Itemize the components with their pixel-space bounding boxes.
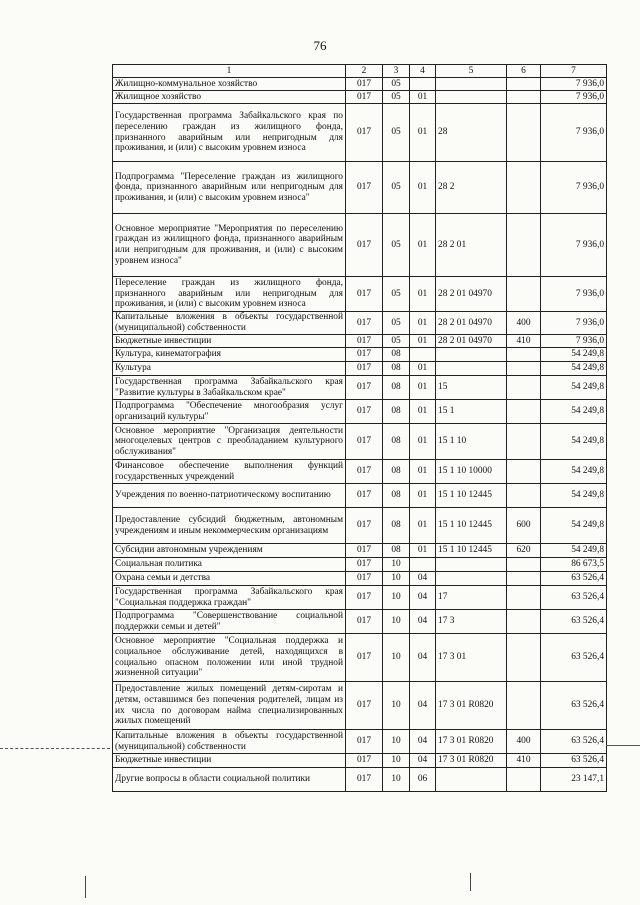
cell-amount: 7 936,0: [541, 91, 607, 104]
cell-expense-type: [507, 162, 541, 214]
cell-name: Жилищно-коммунальное хозяйство: [113, 78, 346, 91]
table-row: [113, 277, 607, 312]
cell-target-article: 17: [436, 586, 507, 610]
cell-target-article: 28 2: [436, 162, 507, 214]
cell-admin-code: 017: [346, 544, 383, 558]
cell-subsection: 04: [410, 730, 436, 754]
cell-admin-code: 017: [346, 312, 383, 335]
cell-amount: 7 936,0: [541, 312, 607, 335]
cell-name: Культура: [113, 362, 346, 376]
table-row: [113, 768, 607, 792]
cell-expense-type: [507, 214, 541, 277]
cell-expense-type: [507, 484, 541, 508]
cell-name: Бюджетные инвестиции: [113, 335, 346, 348]
cell-amount: 7 936,0: [541, 335, 607, 348]
table-row: [113, 572, 607, 586]
header-cell: 5: [436, 65, 507, 78]
cell-admin-code: 017: [346, 214, 383, 277]
cell-subsection: [410, 78, 436, 91]
cell-expense-type: [507, 682, 541, 730]
cell-target-article: 28 2 01 04970: [436, 335, 507, 348]
cell-amount: 7 936,0: [541, 214, 607, 277]
table-row: [113, 508, 607, 544]
table-row: [113, 162, 607, 214]
cell-section: 10: [383, 754, 410, 768]
header-cell: 2: [346, 65, 383, 78]
cell-expense-type: [507, 558, 541, 572]
table-row: [113, 91, 607, 104]
cell-amount: 7 936,0: [541, 78, 607, 91]
scan-artifact-mark: [85, 876, 86, 898]
header-cell: 7: [541, 65, 607, 78]
cell-admin-code: 017: [346, 376, 383, 400]
cell-subsection: 04: [410, 610, 436, 634]
cell-amount: 63 526,4: [541, 754, 607, 768]
cell-target-article: [436, 572, 507, 586]
budget-table: [112, 64, 607, 792]
cell-subsection: [410, 348, 436, 362]
table-row: [113, 558, 607, 572]
cell-target-article: [436, 348, 507, 362]
cell-subsection: 04: [410, 682, 436, 730]
cell-amount: 63 526,4: [541, 634, 607, 682]
cell-target-article: 15 1 10: [436, 424, 507, 460]
table-row: [113, 312, 607, 335]
cell-section: 10: [383, 610, 410, 634]
cell-expense-type: [507, 460, 541, 484]
cell-admin-code: 017: [346, 104, 383, 162]
cell-section: 10: [383, 634, 410, 682]
cell-subsection: 01: [410, 104, 436, 162]
header-cell: 1: [113, 65, 346, 78]
cell-subsection: [410, 558, 436, 572]
cell-target-article: 17 3 01 R0820: [436, 682, 507, 730]
cell-expense-type: [507, 634, 541, 682]
table-row: [113, 214, 607, 277]
cell-admin-code: 017: [346, 558, 383, 572]
cell-subsection: 01: [410, 335, 436, 348]
cell-admin-code: 017: [346, 91, 383, 104]
table-row: [113, 484, 607, 508]
cell-expense-type: [507, 277, 541, 312]
cell-target-article: 15 1 10 12445: [436, 484, 507, 508]
cell-admin-code: 017: [346, 754, 383, 768]
cell-name: Подпрограмма "Обеспечение многообразия услуг организаций культуры": [113, 400, 346, 424]
cell-amount: 63 526,4: [541, 586, 607, 610]
cell-target-article: 15 1 10 12445: [436, 544, 507, 558]
cell-target-article: 28 2 01: [436, 214, 507, 277]
cell-section: 08: [383, 460, 410, 484]
cell-expense-type: [507, 586, 541, 610]
cell-expense-type: 600: [507, 508, 541, 544]
cell-expense-type: 620: [507, 544, 541, 558]
cell-admin-code: 017: [346, 634, 383, 682]
cell-target-article: 15: [436, 376, 507, 400]
cell-name: Финансовое обеспечение выполнения функций государственных учреждений: [113, 460, 346, 484]
cell-admin-code: 017: [346, 400, 383, 424]
cell-admin-code: 017: [346, 610, 383, 634]
cell-name: Другие вопросы в области социальной политики: [113, 768, 346, 792]
cell-subsection: 04: [410, 572, 436, 586]
cell-target-article: 15 1 10 12445: [436, 508, 507, 544]
cell-amount: 54 249,8: [541, 400, 607, 424]
cell-expense-type: [507, 362, 541, 376]
cell-name: Государственная программа Забайкальского края по переселению граждан из жилищного фонда, признанного аварийным или непригодным для проживания, и (или) с высоким уровнем износа: [113, 104, 346, 162]
cell-amount: 86 673,5: [541, 558, 607, 572]
cell-target-article: [436, 78, 507, 91]
cell-amount: 54 249,8: [541, 460, 607, 484]
cell-admin-code: 017: [346, 586, 383, 610]
cell-name: Охрана семьи и детства: [113, 572, 346, 586]
cell-section: 05: [383, 335, 410, 348]
cell-name: Капитальные вложения в объекты государственной (муниципальной) собственности: [113, 730, 346, 754]
cell-admin-code: 017: [346, 572, 383, 586]
page-number: 76: [313, 38, 327, 53]
cell-admin-code: 017: [346, 362, 383, 376]
cell-subsection: 01: [410, 508, 436, 544]
cell-name: Подпрограмма "Совершенствование социальной поддержки семьи и детей": [113, 610, 346, 634]
cell-section: 05: [383, 312, 410, 335]
cell-amount: 23 147,1: [541, 768, 607, 792]
cell-admin-code: 017: [346, 335, 383, 348]
table-row: [113, 586, 607, 610]
cell-expense-type: [507, 768, 541, 792]
cell-target-article: [436, 768, 507, 792]
cell-expense-type: [507, 348, 541, 362]
cell-amount: 7 936,0: [541, 277, 607, 312]
cell-section: 08: [383, 508, 410, 544]
cell-subsection: 01: [410, 424, 436, 460]
cell-subsection: 01: [410, 312, 436, 335]
cell-name: Субсидии автономным учреждениям: [113, 544, 346, 558]
cell-section: 10: [383, 768, 410, 792]
cell-expense-type: 410: [507, 335, 541, 348]
cell-section: 10: [383, 730, 410, 754]
cell-expense-type: [507, 376, 541, 400]
cell-name: Предоставление субсидий бюджетным, автономным учреждениям и иным некоммерческим организациям: [113, 508, 346, 544]
cell-name: Социальная политика: [113, 558, 346, 572]
table-header-row: [113, 65, 607, 78]
header-cell: 6: [507, 65, 541, 78]
cell-section: 05: [383, 162, 410, 214]
table-row: [113, 424, 607, 460]
header-cell: 4: [410, 65, 436, 78]
cell-section: 08: [383, 348, 410, 362]
cell-subsection: 01: [410, 484, 436, 508]
cell-admin-code: 017: [346, 424, 383, 460]
table-row: [113, 376, 607, 400]
cell-admin-code: 017: [346, 682, 383, 730]
cell-section: 08: [383, 400, 410, 424]
cell-subsection: 06: [410, 768, 436, 792]
cell-expense-type: [507, 400, 541, 424]
cell-amount: 54 249,8: [541, 376, 607, 400]
header-cell: 3: [383, 65, 410, 78]
cell-admin-code: 017: [346, 768, 383, 792]
cell-admin-code: 017: [346, 730, 383, 754]
cell-amount: 54 249,8: [541, 484, 607, 508]
cell-admin-code: 017: [346, 78, 383, 91]
scan-artifact-line: [0, 748, 110, 749]
cell-target-article: 15 1 10 10000: [436, 460, 507, 484]
table-row: [113, 610, 607, 634]
table-row: [113, 104, 607, 162]
cell-target-article: [436, 362, 507, 376]
table-row: [113, 400, 607, 424]
cell-name: Основное мероприятие "Организация деятельности многоцелевых центров с преобладанием культурного обслуживания": [113, 424, 346, 460]
cell-subsection: 01: [410, 214, 436, 277]
cell-subsection: 04: [410, 754, 436, 768]
cell-amount: 54 249,8: [541, 544, 607, 558]
table-row: [113, 362, 607, 376]
cell-subsection: 04: [410, 586, 436, 610]
cell-amount: 63 526,4: [541, 730, 607, 754]
cell-target-article: 17 3 01 R0820: [436, 754, 507, 768]
cell-name: Учреждения по военно-патриотическому воспитанию: [113, 484, 346, 508]
cell-name: Государственная программа Забайкальского края "Развитие культуры в Забайкальском крае": [113, 376, 346, 400]
cell-admin-code: 017: [346, 277, 383, 312]
cell-name: Жилищное хозяйство: [113, 91, 346, 104]
cell-admin-code: 017: [346, 460, 383, 484]
cell-name: Бюджетные инвестиции: [113, 754, 346, 768]
table-row: [113, 348, 607, 362]
cell-section: 05: [383, 78, 410, 91]
cell-expense-type: [507, 610, 541, 634]
cell-name: Государственная программа Забайкальского края "Социальная поддержка граждан": [113, 586, 346, 610]
cell-subsection: 01: [410, 544, 436, 558]
cell-subsection: 01: [410, 91, 436, 104]
cell-amount: 54 249,8: [541, 348, 607, 362]
cell-target-article: 28 2 01 04970: [436, 277, 507, 312]
cell-section: 10: [383, 572, 410, 586]
cell-section: 08: [383, 362, 410, 376]
cell-admin-code: 017: [346, 162, 383, 214]
cell-name: Подпрограмма "Переселение граждан из жилищного фонда, признанного аварийным или непригодным для проживания, и (или) с высоким уровнем износа": [113, 162, 346, 214]
cell-expense-type: [507, 424, 541, 460]
cell-amount: 63 526,4: [541, 572, 607, 586]
cell-admin-code: 017: [346, 348, 383, 362]
table-row: [113, 460, 607, 484]
cell-subsection: 04: [410, 634, 436, 682]
cell-amount: 54 249,8: [541, 362, 607, 376]
cell-subsection: 01: [410, 400, 436, 424]
cell-amount: 63 526,4: [541, 610, 607, 634]
cell-section: 10: [383, 558, 410, 572]
cell-section: 08: [383, 484, 410, 508]
cell-amount: 7 936,0: [541, 104, 607, 162]
cell-amount: 54 249,8: [541, 508, 607, 544]
table-row: [113, 730, 607, 754]
cell-expense-type: [507, 572, 541, 586]
cell-amount: 63 526,4: [541, 682, 607, 730]
cell-name: Основное мероприятие "Социальная поддержка и социальное обслуживание детей, находящихся в социально опасном положении или иной трудной жизненной ситуации": [113, 634, 346, 682]
cell-target-article: 28: [436, 104, 507, 162]
cell-name: Основное мероприятие "Мероприятия по переселению граждан из жилищного фонда, признанного аварийным или непригодным для проживания, и (или) с высоким уровнем износа": [113, 214, 346, 277]
cell-admin-code: 017: [346, 508, 383, 544]
cell-amount: 54 249,8: [541, 424, 607, 460]
table-row: [113, 544, 607, 558]
cell-expense-type: 400: [507, 312, 541, 335]
cell-section: 08: [383, 376, 410, 400]
table-row: [113, 682, 607, 730]
cell-subsection: 01: [410, 376, 436, 400]
cell-section: 08: [383, 424, 410, 460]
cell-target-article: 17 3: [436, 610, 507, 634]
cell-subsection: 01: [410, 362, 436, 376]
cell-section: 05: [383, 104, 410, 162]
cell-subsection: 01: [410, 277, 436, 312]
cell-target-article: [436, 558, 507, 572]
cell-section: 05: [383, 214, 410, 277]
cell-target-article: [436, 91, 507, 104]
table-row: [113, 335, 607, 348]
cell-section: 05: [383, 277, 410, 312]
cell-target-article: 15 1: [436, 400, 507, 424]
scan-artifact-mark: [470, 873, 471, 891]
table-row: [113, 754, 607, 768]
cell-name: Предоставление жилых помещений детям-сиротам и детям, оставшимся без попечения родителей, лицам из их числа по договорам найма специализированных жилых помещений: [113, 682, 346, 730]
table-row: [113, 634, 607, 682]
cell-expense-type: [507, 104, 541, 162]
cell-name: Культура, кинематография: [113, 348, 346, 362]
cell-subsection: 01: [410, 162, 436, 214]
cell-target-article: 28 2 01 04970: [436, 312, 507, 335]
cell-target-article: 17 3 01 R0820: [436, 730, 507, 754]
cell-expense-type: 400: [507, 730, 541, 754]
table-row: [113, 78, 607, 91]
cell-target-article: 17 3 01: [436, 634, 507, 682]
cell-expense-type: [507, 78, 541, 91]
cell-section: 10: [383, 682, 410, 730]
scan-artifact-line: [606, 745, 640, 746]
cell-amount: 7 936,0: [541, 162, 607, 214]
cell-subsection: 01: [410, 460, 436, 484]
cell-expense-type: 410: [507, 754, 541, 768]
cell-section: 05: [383, 91, 410, 104]
cell-admin-code: 017: [346, 484, 383, 508]
cell-name: Капитальные вложения в объекты государственной (муниципальной) собственности: [113, 312, 346, 335]
cell-section: 10: [383, 586, 410, 610]
cell-expense-type: [507, 91, 541, 104]
cell-name: Переселение граждан из жилищного фонда, признанного аварийным или непригодным для проживания, и (или) с высоким уровнем износа: [113, 277, 346, 312]
cell-section: 08: [383, 544, 410, 558]
